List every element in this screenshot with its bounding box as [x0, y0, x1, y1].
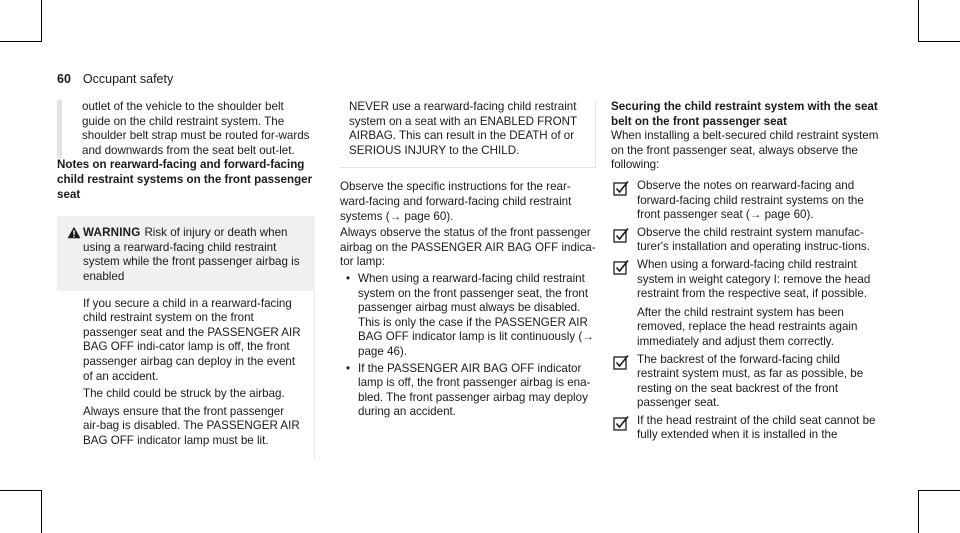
checklist-item — [611, 353, 881, 411]
airbag-notice — [340, 100, 596, 168]
crop-mark — [0, 490, 42, 491]
checkbox-icon — [613, 180, 629, 196]
checkbox-icon — [613, 259, 629, 275]
checklist-item — [611, 226, 881, 255]
continued-instruction — [57, 100, 315, 158]
warning-paragraph: The child could be struck by the airbag. — [83, 387, 285, 401]
checklist-text: The backrest of the forward-facing child restraint system must, as far as possible, be resting on the seat backrest of the front passenger seat. — [637, 352, 864, 410]
checklist-text: When using a forward-facing child restraint system in weight category I: remove the head restraint from the respective seat, if possible. — [637, 257, 871, 301]
section-title: Occupant safety — [82, 72, 174, 86]
warning-label: WARNING — [83, 226, 141, 240]
page-header — [57, 72, 173, 86]
page-number: 60 — [57, 72, 71, 86]
crop-mark — [918, 0, 919, 42]
warning-paragraph: Always ensure that the front passenger air-bag is disabled. The PASSENGER AIR BAG OFF indicator lamp must be lit. — [83, 404, 300, 447]
paragraph: Always observe the status of the front passenger airbag on the PASSENGER AIR BAG OFF indica-tor lamp: — [340, 226, 596, 269]
warning-triangle-icon — [67, 226, 81, 239]
crop-mark — [918, 41, 960, 42]
crop-mark — [41, 0, 42, 42]
column-right — [611, 100, 881, 446]
section-heading: Notes on rearward-facing and forward-facing child restraint systems on the front passenger seat — [57, 158, 313, 201]
checklist-text: Observe the notes on rearward-facing and forward-facing child restraint systems on the front passenger seat (→ page 60). — [637, 178, 864, 222]
warning-header — [67, 226, 305, 284]
checklist-text: Observe the child restraint system manufac-turer's installation and operating instruc-tions. — [637, 225, 870, 254]
list-item: • If the PASSENGER AIR BAG OFF indicator lamp is off, the front passenger airbag is ena-bled. The front passenger airbag may deploy during an accident. — [340, 362, 596, 420]
intro-text: When installing a belt-secured child restraint system on the front passenger seat, always observe the following: — [611, 129, 879, 172]
crop-mark — [41, 491, 42, 533]
checklist-subtext: After the child restraint system has been removed, replace the head restraints again immediately and adjust them correctly. — [637, 305, 858, 348]
warning-box — [57, 216, 315, 459]
crop-mark — [918, 490, 960, 491]
warning-body — [57, 291, 315, 460]
crop-mark — [0, 41, 42, 42]
bullet-list — [340, 272, 596, 420]
list-item: • When using a rearward-facing child restraint system on the front passenger seat, the front passenger airbag must always be disabled. This is only the case if the PASSENGER AIR BAG OFF indicator lamp is lit continuously (→ page 46). — [340, 272, 596, 360]
column-middle — [340, 100, 596, 422]
intro-text: outlet of the vehicle to the shoulder belt guide on the child restraint system. The shoulder belt strap must be routed for-wards and downwards from the seat belt out-let. — [82, 100, 310, 157]
checklist-item — [611, 414, 881, 443]
checkbox-icon — [613, 415, 629, 431]
crop-mark — [918, 491, 919, 533]
checkbox-icon — [613, 227, 629, 243]
checklist-item — [611, 258, 881, 350]
column-left — [57, 100, 315, 459]
checklist-text: If the head restraint of the child seat cannot be fully extended when it is installed in the — [637, 413, 876, 442]
section-heading: Securing the child restraint system with the seat belt on the front passenger seat — [611, 100, 878, 128]
paragraph: Observe the specific instructions for the rear-ward-facing and forward-facing child restraint systems (→ page 60). — [340, 180, 572, 223]
notice-text: NEVER use a rearward-facing child restraint system on a seat with an ENABLED FRONT AIRBAG. This can result in the DEATH of or SERIOUS INJURY to the CHILD. — [349, 100, 577, 157]
warning-text: Risk of injury or death when using a rearward-facing child restraint system while the front passenger airbag is enabled — [83, 226, 300, 283]
warning-paragraph: If you secure a child in a rearward-facing child restraint system on the front passenger seat and the PASSENGER AIR BAG OFF indi-cator lamp is off, the front passenger airbag can deploy in the event of an accident. — [83, 296, 301, 383]
checkbox-icon — [613, 354, 629, 370]
checklist — [611, 179, 881, 443]
checklist-item — [611, 179, 881, 223]
